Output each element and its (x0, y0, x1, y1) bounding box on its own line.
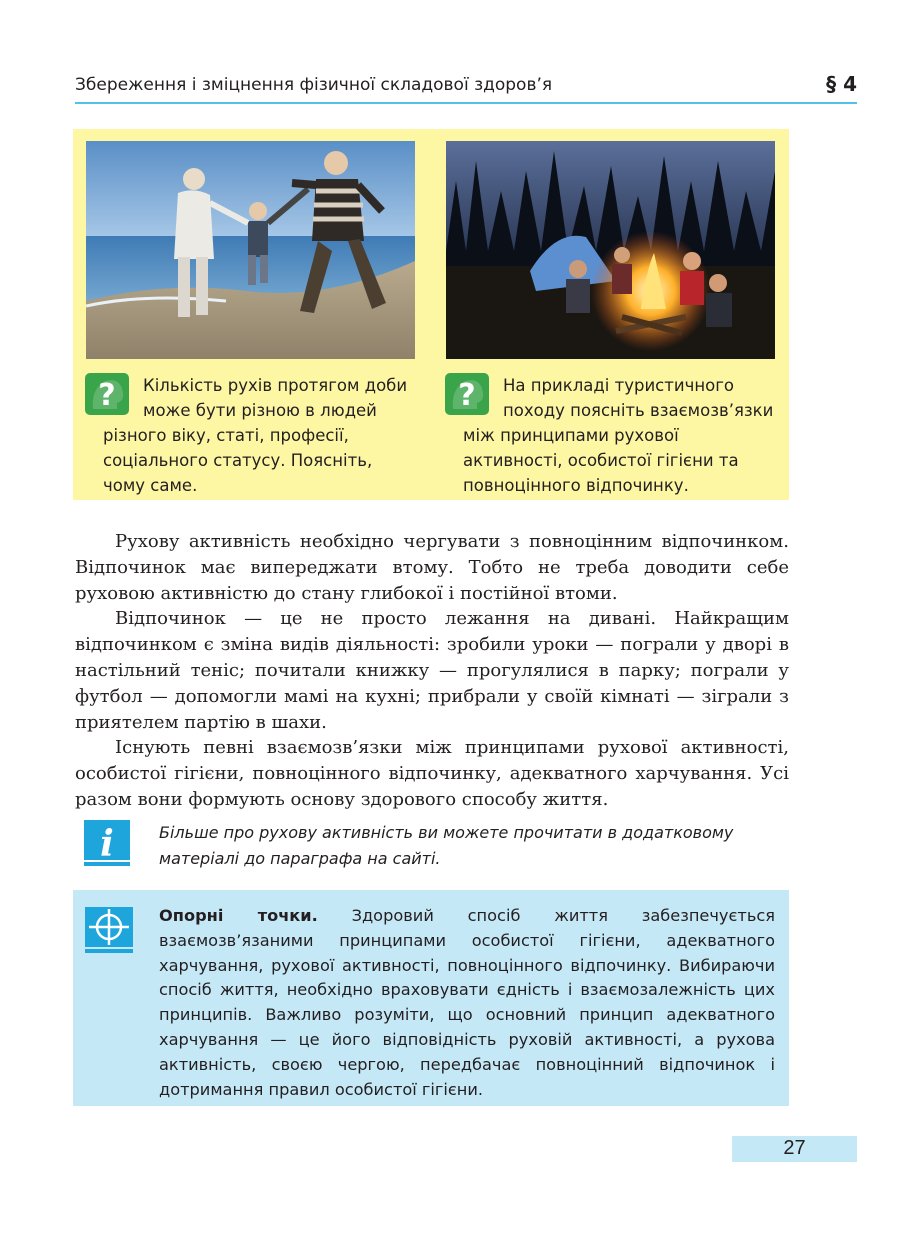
svg-text:?: ? (458, 378, 476, 413)
paragraph: Рухову активність необхідно чергувати з повноцінним відпочинком. Відпочинок має випереджати втому. Тобто не треба доводити себе руховою активністю до стану глибокої і постійної втоми. (75, 531, 789, 604)
info-note (82, 820, 794, 872)
page-header (75, 72, 857, 104)
info-text: Більше про рухову активність ви можете прочитати в додатковому матеріалі до параграфа на сайті. (159, 823, 734, 868)
paragraph: Відпочинок — це не просто лежання на дивані. Найкращим відпочинком є зміна видів діяльності: зробили уроки — пограли у дворі в настільний теніс; почитали книжку — прогулялися в парку; пограли у футбол — допомогли мамі на кухні; прибрали у своїй кімнаті — зіграли з приятелем партію в шахи. (75, 608, 789, 733)
chapter-title: Збереження і зміцнення фізичної складової здоров’я (75, 75, 553, 95)
key-points-text (159, 904, 775, 1102)
page-number-box (732, 1136, 857, 1162)
question-panel (73, 129, 789, 500)
campfire-photo (446, 141, 775, 359)
svg-text:i: i (100, 823, 114, 865)
target-icon (85, 907, 133, 955)
page-number: 27 (783, 1137, 806, 1159)
question-text-rest: різного віку, статі, професії, соціального статусу. Поясніть, чому саме. (103, 426, 373, 495)
question-line-2: може бути різною в людей (143, 401, 377, 420)
question-item (85, 373, 425, 498)
question-line-2: походу поясніть взаємозв’язки (503, 401, 774, 420)
info-icon (82, 820, 132, 868)
paragraph: Існують певні взаємозв’язки між принципами рухової активності, особистої гігієни, повноцінного відпочинку, адекватного харчування. Усі разом вони формують основу здорового способу життя. (75, 737, 789, 810)
key-points-panel (73, 890, 789, 1106)
beach-family-photo (86, 141, 415, 359)
main-text (75, 529, 789, 813)
question-text-rest: між принципами рухової активності, особистої гігієни та повноцінного відпочинку. (463, 426, 739, 495)
svg-text:?: ? (98, 378, 116, 413)
question-item (445, 373, 785, 498)
question-line-1: На прикладі туристичного (503, 376, 734, 395)
key-points-body: Здоровий спосіб життя забезпечується взаємозв’язаними принципами особистої гігієни, адекватного харчування, рухової активності, повноцінного відпочинку. Вибираючи спосіб життя, необхідно враховувати єдність і взаємозалежність цих принципів. Важливо розуміти, що основний принцип адекватного харчування — це його відповідність руховій активності, а рухова активність, своєю чергою, передбачає повноцінний відпочинок і дотримання правил особистої гігієни. (159, 906, 775, 1099)
section-number: § 4 (826, 72, 857, 96)
question-line-1: Кількість рухів протягом доби (143, 376, 408, 395)
key-points-label: Опорні точки. (159, 906, 318, 925)
